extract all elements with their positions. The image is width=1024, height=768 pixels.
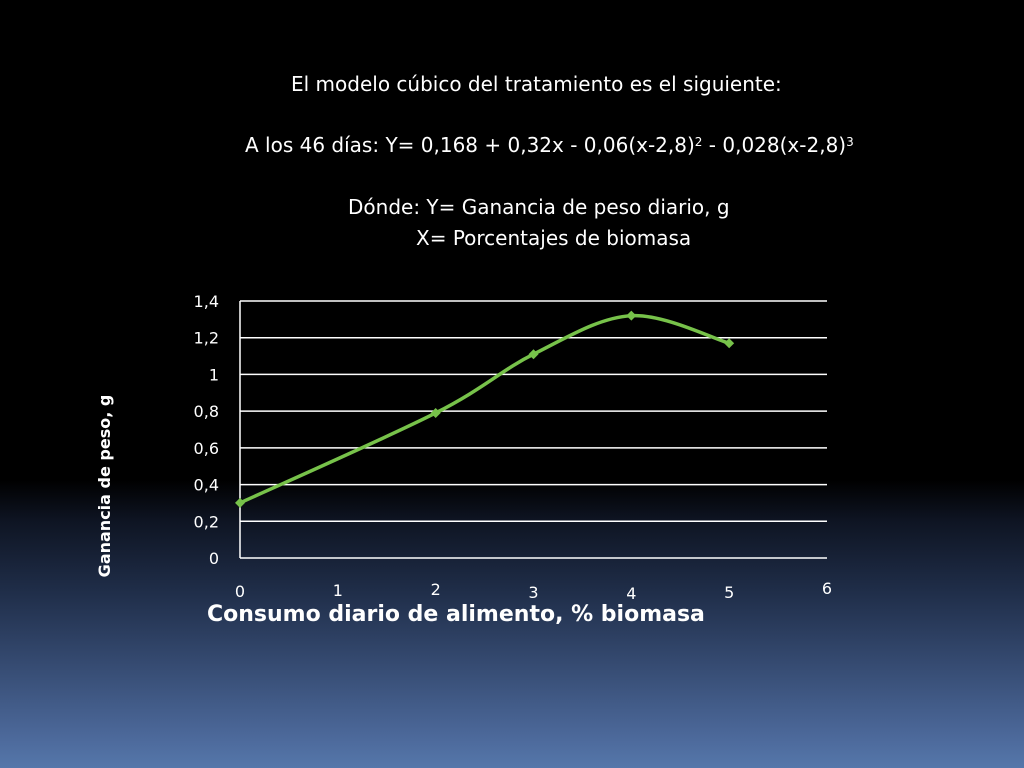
x-tick-label: 5 [724,583,735,602]
chart-series [235,311,734,508]
x-tick-label: 6 [821,579,833,598]
y-tick-labels [194,292,219,568]
y-tick-label: 1,4 [193,292,219,311]
equation-part-1: A los 46 días: Y= 0,168 + 0,32x - 0,06(x-2,8) [245,133,695,157]
equation-exponent-3: 3 [846,135,854,149]
data-point-marker [724,338,734,348]
x-tick-labels [235,579,832,603]
equation-exponent-2: 2 [694,135,703,149]
definition-y: Dónde: Y= Ganancia de peso diario, g [348,195,730,219]
y-tick-label: 0,6 [193,438,219,458]
y-tick-label: 1 [208,365,219,385]
x-tick-label: 4 [626,584,637,603]
y-tick-label: 0,2 [193,512,219,532]
x-tick-label: 2 [430,580,441,599]
y-tick-label: 0,4 [193,475,219,495]
equation-part-2: - 0,028(x-2,8) [702,133,847,157]
chart-gridlines [240,301,827,521]
model-heading: El modelo cúbico del tratamiento es el siguiente: [291,72,782,96]
data-point-marker [626,311,636,321]
x-axis-title: Consumo diario de alimento, % biomasa [207,602,705,627]
y-axis-title: Ganancia de peso, g [95,394,114,578]
x-tick-label: 0 [234,582,246,601]
y-tick-label: 0,8 [193,402,219,422]
y-tick-label: 0 [208,549,219,568]
y-tick-label: 1,2 [193,328,219,348]
series-line [240,316,729,503]
x-tick-label: 3 [528,583,539,602]
x-tick-label: 1 [332,581,343,600]
chart-axes [240,301,827,558]
definition-x: X= Porcentajes de biomasa [416,226,692,250]
